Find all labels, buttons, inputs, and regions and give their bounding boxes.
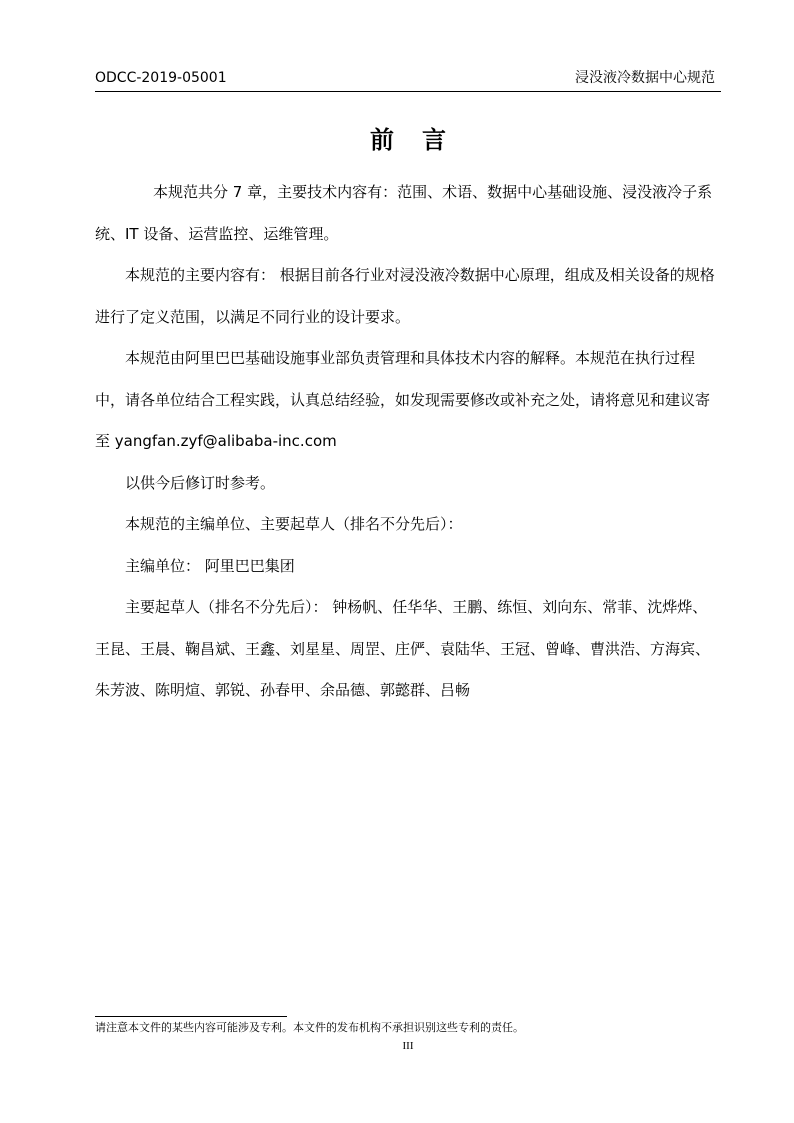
paragraph-chapters: 本规范共分 7 章，主要技术内容有：范围、术语、数据中心基础设施、浸没液冷子系统、IT 设备、运营监控、运维管理。 [95, 183, 713, 243]
paragraph-chief-editor: 主编单位： 阿里巴巴集团 [125, 556, 295, 575]
document-name: 浸没液冷数据中心规范 [575, 70, 715, 86]
paragraph-drafters: 主要起草人（排名不分先后）： 钟杨帆、任华华、王鹏、练恒、刘向东、常菲、沈烨烨、王昆、王晨、鞠昌斌、王鑫、刘星星、周罡、庄俨、袁陆华、王冠、曾峰、曹洪浩、方海宾、朱芳波、陈明煊、郭锐、孙春甲、余品德、郭懿群、吕畅 [95, 598, 711, 699]
document-id: ODCC-2019-05001 [95, 70, 227, 86]
preface-body [95, 172, 721, 712]
page-number: III [402, 1040, 414, 1052]
header-divider [95, 91, 721, 92]
page-title: 前言 [370, 126, 474, 154]
paragraph-reference: 以供今后修订时参考。 [125, 473, 276, 492]
footnote-divider [95, 1016, 287, 1017]
patent-footnote: 请注意本文件的某些内容可能涉及专利。本文件的发布机构不承担识别这些专利的责任。 [95, 1021, 524, 1034]
paragraph-editors-intro: 本规范的主编单位、主要起草人（排名不分先后）： [125, 515, 463, 533]
paragraph-management: 本规范由阿里巴巴基础设施事业部负责管理和具体技术内容的解释。本规范在执行过程中，请各单位结合工程实践，认真总结经验，如发现需要修改或补充之处，请将意见和建议寄至 yangfan.zyf@alibaba-inc.com [95, 349, 711, 450]
paragraph-main-content: 本规范的主要内容有： 根据目前各行业对浸没液冷数据中心原理，组成及相关设备的规格进行了定义范围，以满足不同行业的设计要求。 [95, 266, 715, 326]
